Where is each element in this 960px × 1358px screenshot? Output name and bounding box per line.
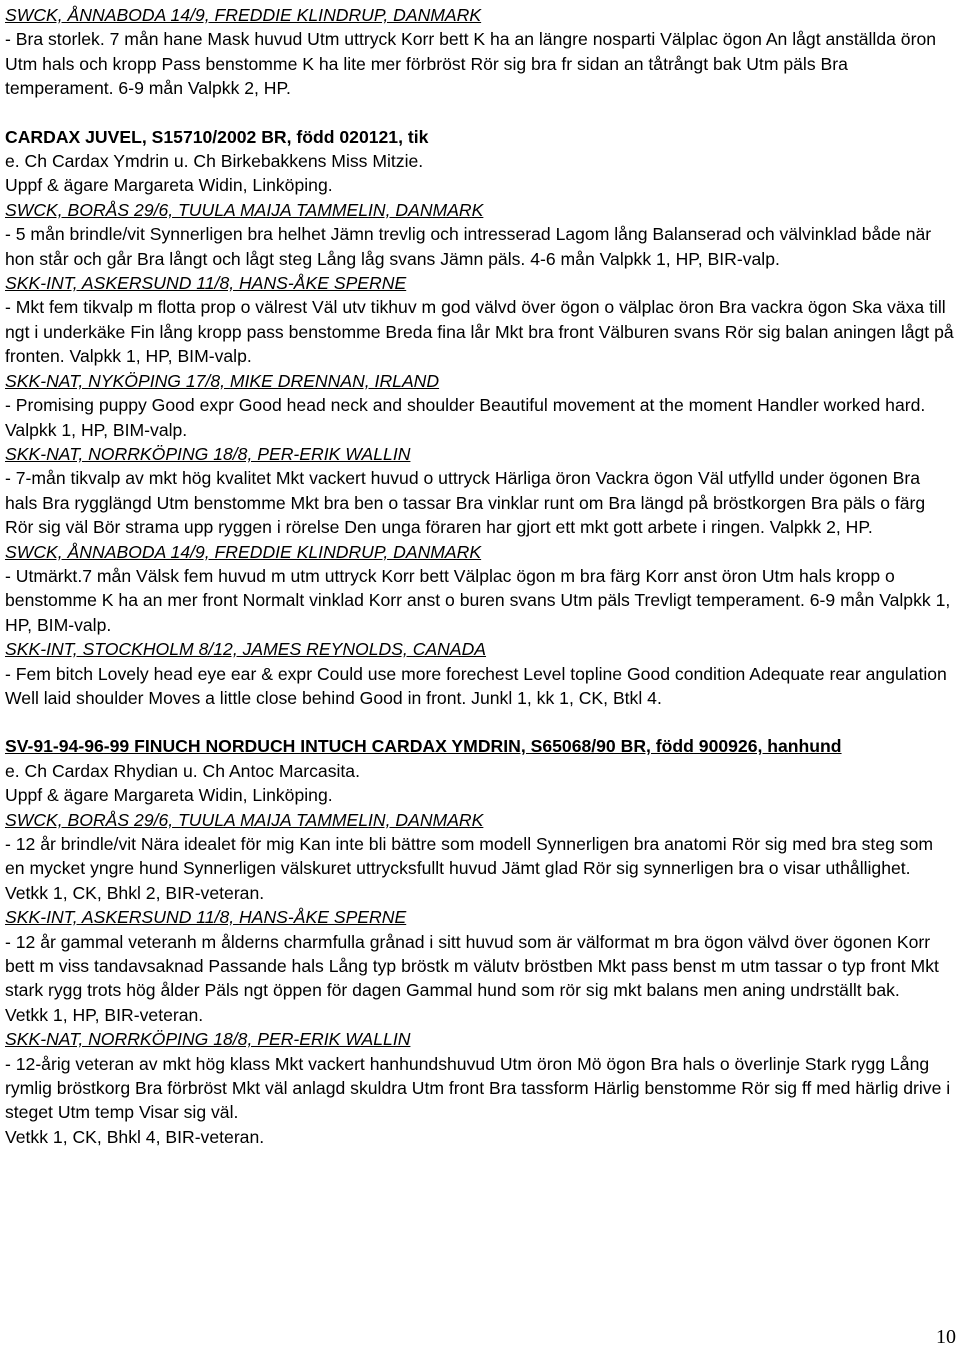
show-heading: SWCK, ÅNNABODA 14/9, FREDDIE KLINDRUP, DANMARK: [5, 5, 482, 25]
section-spacer: [5, 101, 957, 125]
dog-title: CARDAX JUVEL, S15710/2002 BR, född 020121, tik: [5, 126, 429, 147]
paragraph: - 12-årig veteran av mkt hög klass Mkt vackert hanhundshuvud Utm öron Mö ögon Bra hals o överlinje Stark rygg Lång rymlig bröstkorg Bra förbröst Mkt väl anlagd skuldra Utm front Bra tassform Härlig benstomme Rör sig ff med härlig drive i steget Utm temp Visar sig väl.: [5, 1053, 951, 1123]
show-heading: SKK-INT, ASKERSUND 11/8, HANS-ÅKE SPERNE: [5, 907, 407, 928]
show-heading: SKK-INT, ASKERSUND 11/8, HANS-ÅKE SPERNE: [5, 273, 407, 294]
paragraph: Vetkk 1, CK, Bhkl 4, BIR-veteran.: [5, 1126, 265, 1147]
show-heading: SKK-NAT, NORRKÖPING 18/8, PER-ERIK WALLIN: [5, 443, 411, 464]
paragraph: - 12 år brindle/vit Nära idealet för mig Kan inte bli bättre som modell Synnerligen bra anatomi Rör sig med bra steg som en mycket yngre hund Synnerligen välskuret uttrycksfullt huvud Jämt glad Rör sig synnerligen bra o visar uthållighet.: [5, 834, 934, 879]
dog-title: SV-91-94-96-99 FINUCH NORDUCH INTUCH CARDAX YMDRIN, S65068/90 BR, född 900926, hanhund: [5, 736, 842, 757]
paragraph: - Bra storlek. 7 mån hane Mask huvud Utm uttryck Korr bett K ha an längre nosparti Välplac ögon An lågt anställda öron Utm hals och kropp Pass benstomme K ha lite mer förbröst Rör sig bra fr sidan an tåtrångt bak Utm päls Bra temperament. 6-9 mån Valpkk 2, HP.: [5, 29, 937, 99]
section-spacer: [5, 710, 957, 734]
paragraph: - Fem bitch Lovely head eye ear & expr Could use more forechest Level topline Good condition Adequate rear angulation Well laid shoulder Moves a little close behind Good in front. Junkl 1, kk 1, CK, Btkl 4.: [5, 663, 947, 708]
show-heading: SKK-NAT, NORRKÖPING 18/8, PER-ERIK WALLIN: [5, 1029, 411, 1050]
paragraph: - Mkt fem tikvalp m flotta prop o välrest Väl utv tikhuv m god välvd över ögon o välplac öron Bra vackra ögon Ska växa till ngt i underkäke Fin lång kropp pass benstomme Breda fina lår Mkt bra front Välburen svans Rör sig balan aningen lågt på fronten. Valpkk 1, HP, BIM-valp.: [5, 297, 954, 367]
paragraph: - 12 år gammal veteranh m ålderns charmfulla grånad i sitt huvud som är välformat m bra ögon välvd över ögonen Korr bett m viss tandavsaknad Passande hals Lång typ bröstk m välutv bröstben Mkt pass benst m utm tassar o typ front Mkt stark rygg trots hög ålder Päls ngt öppen för dagen Gammal hund som rör sig mkt balans men aning undrställt bak.: [5, 931, 939, 1001]
show-heading: SWCK, BORÅS 29/6, TUULA MAIJA TAMMELIN, DANMARK: [5, 809, 484, 830]
paragraph: - Promising puppy Good expr Good head neck and shoulder Beautiful movement at the moment Handler worked hard. Valpkk 1, HP, BIM-valp.: [5, 395, 926, 440]
paragraph: Uppf & ägare Margareta Widin, Linköping.: [5, 175, 333, 196]
paragraph: - 7-mån tikvalp av mkt hög kvalitet Mkt vackert huvud o uttryck Härliga öron Vackra ögon Väl utfylld under ögonen Bra hals Bra rygglängd Utm benstomme Mkt bra ben o tassar Bra vinklar runt om Bra längd på bröstkorgen Bra päls o färg Rör sig väl Bör strama upp ryggen i rörelse Den unga föraren har gjort ett mkt gott arbete i ringen. Valpkk 2, HP.: [5, 468, 926, 538]
paragraph: Uppf & ägare Margareta Widin, Linköping.: [5, 785, 333, 806]
document-body: [5, 3, 957, 1149]
paragraph: e. Ch Cardax Ymdrin u. Ch Birkebakkens Miss Mitzie.: [5, 151, 424, 172]
show-heading: SWCK, BORÅS 29/6, TUULA MAIJA TAMMELIN, DANMARK: [5, 199, 484, 220]
show-heading: SKK-NAT, NYKÖPING 17/8, MIKE DRENNAN, IRLAND: [5, 370, 440, 391]
paragraph: - 5 mån brindle/vit Synnerligen bra helhet Jämn trevlig och intresserad Lagom lång Balanserad och välvinklad både när hon står och går Bra långt och lågt steg Lång låg svans Jämn päls. 4-6 mån Valpkk 1, HP, BIR-valp.: [5, 224, 932, 269]
show-heading: SWCK, ÅNNABODA 14/9, FREDDIE KLINDRUP, DANMARK: [5, 541, 482, 562]
show-heading: SKK-INT, STOCKHOLM 8/12, JAMES REYNOLDS, CANADA: [5, 639, 487, 660]
paragraph: Vetkk 1, HP, BIR-veteran.: [5, 1004, 204, 1025]
page-number: 10: [936, 1326, 956, 1348]
paragraph: - Utmärkt.7 mån Välsk fem huvud m utm uttryck Korr bett Välplac ögon m bra färg Korr anst öron Utm hals kropp o benstomme K ha an mer front Normalt vinklad Korr anst o buren svans Utm päls Trevligt temperament. 6-9 mån Valpkk 1, HP, BIM-valp.: [5, 565, 951, 635]
paragraph: e. Ch Cardax Rhydian u. Ch Antoc Marcasita.: [5, 760, 360, 781]
paragraph: Vetkk 1, CK, Bhkl 2, BIR-veteran.: [5, 882, 265, 903]
